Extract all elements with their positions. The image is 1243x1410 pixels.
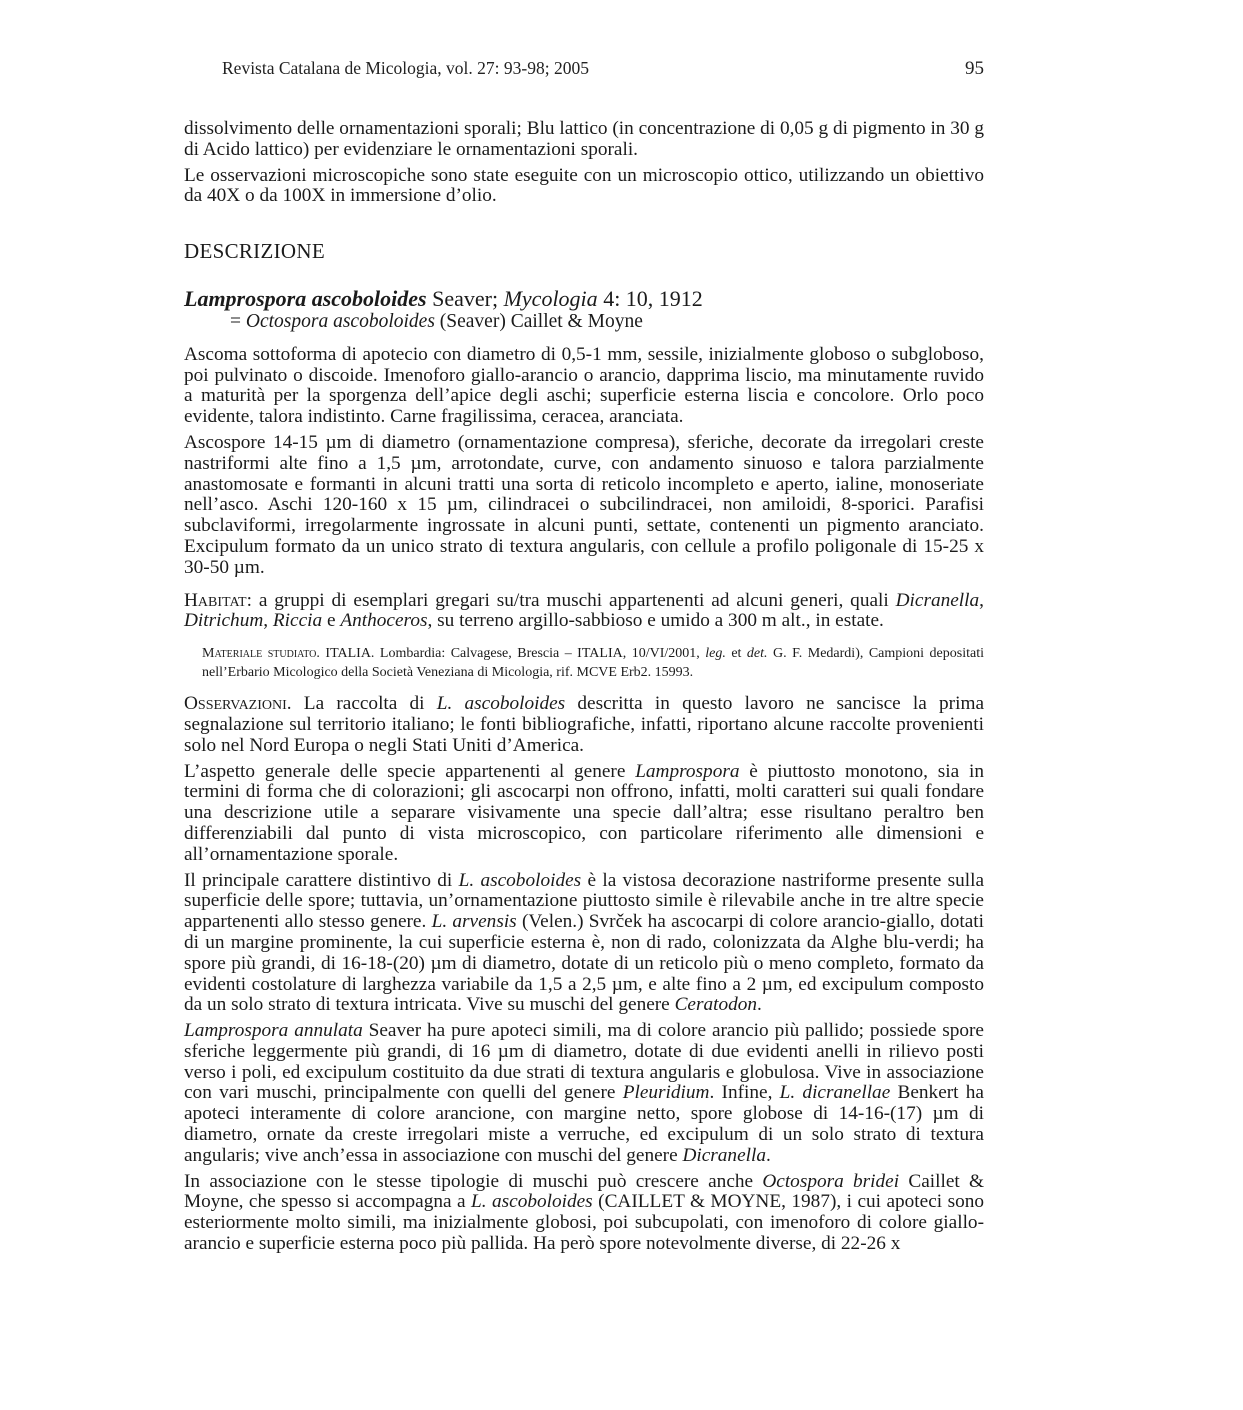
observations-text: è la vistosa decorazione nastriforme presente sulla superficie delle spore; tuttavia, un’ornamentazione piuttosto simile è rilevabile anche in tre altre specie appartenenti allo stesso genere. — [184, 869, 985, 933]
observations-label: Osservazioni — [184, 693, 287, 715]
materials-studied — [184, 644, 984, 682]
species-journal: Mycologia — [503, 285, 598, 311]
journal-citation: Revista Catalana de Micologia, vol. 27: 93-98; 2005 — [222, 58, 589, 78]
observations-text: . — [757, 994, 762, 1016]
materials-text: . ITALIA. Lombardia: Calvagese, Brescia – ITALIA, 10/VI/2001, — [316, 646, 706, 662]
species-name: L. dicranellae — [779, 1082, 891, 1104]
materials-et: et — [725, 646, 747, 662]
synonym-author: (Seaver) Caillet & Moyne — [434, 310, 643, 332]
observations-text: In associazione con le stesse tipologie di muschi può crescere anche — [184, 1170, 763, 1192]
species-name: L. ascoboloides — [436, 693, 566, 715]
observations-text: Benkert ha apoteci interamente di colore arancione, con margine netto, spore globose di 14-16-(17) µm di diametro, ornate da creste irregolari miste a verruche, ed excipulum di un solo strato di textura angularis; vive anch’essa in associazione con muschi del genere — [184, 1082, 984, 1166]
species-heading — [184, 286, 984, 312]
running-header — [222, 58, 984, 82]
page-number: 95 — [965, 58, 984, 79]
observations-paragraph-4 — [184, 1021, 984, 1167]
intro-paragraph-1: dissolvimento delle ornamentazioni sporali; Blu lattico (in concentrazione di 0,05 g di pigmento in 30 g di Acido lattico) per evidenziare le ornamentazioni sporali. — [184, 118, 985, 160]
habitat-sep: , — [979, 589, 984, 611]
habitat-label: Habitat — [184, 589, 247, 611]
materials-label: Materiale studiato — [202, 646, 317, 662]
genus-name: Ceratodon — [674, 994, 758, 1016]
observations-text: Seaver ha pure apoteci simili, ma di colore arancio più pallido; possiede spore sferiche leggermente più grandi, di 16 µm di diametro, dotate di due evidenti anelli in rilievo posti verso i poli, ed excipulum costituito da due strati di textura angularis e globulosa. Vive in associazione con vari muschi, principalmente con quelli del genere — [184, 1020, 984, 1104]
species-binomial: Lamprospora ascoboloides — [184, 285, 427, 311]
species-citation: 4: 10, 1912 — [597, 285, 703, 311]
species-synonym — [184, 312, 984, 333]
habitat-genus: Riccia — [272, 610, 323, 632]
observations-text: L’aspetto generale delle specie appartenenti al genere — [184, 760, 636, 782]
observations-text: . La raccolta di — [286, 693, 437, 715]
habitat-text: , su terreno argillo-sabbioso e umido a 300 m alt., in estate. — [427, 610, 884, 632]
habitat-text: : a gruppi di esemplari gregari su/tra muschi appartenenti ad alcuni generi, quali — [246, 589, 896, 611]
synonym-prefix: = — [230, 310, 246, 332]
habitat-genus: Anthoceros — [340, 610, 428, 632]
habitat-genus: Dicranella — [895, 589, 980, 611]
genus-name: Pleuridium — [622, 1082, 710, 1104]
description-ascospore: Ascospore 14-15 µm di diametro (ornamentazione compresa), sferiche, decorate da irregolari creste nastriformi alte fino a 1,5 µm, arrotondate, curve, con andamento sinuoso e talora parzialmente anastomosate e formanti in alcuni tratti una sorta di reticolo incompleto e aperto, ialine, monoseriate nell’asco. Aschi 120-160 x 15 µm, cilindracei o subcilindracei, non amiloidi, 8-sporici. Parafisi subclaviformi, irregolarmente ingrossate in alcuni punti, settate, contenenti un pigmento aranciato. Excipulum formato da un unico strato di textura angularis, con cellule a profilo poligonale di 15-25 x 30-50 µm. — [184, 431, 984, 578]
observations-text: . — [766, 1144, 771, 1166]
genus-name: Lamprospora — [635, 760, 740, 782]
materials-leg: leg. — [705, 646, 726, 662]
observations-paragraph-2 — [184, 762, 984, 866]
observations-paragraph-3 — [184, 871, 984, 1017]
species-name: Lamprospora annulata — [184, 1020, 363, 1042]
habitat-paragraph — [184, 591, 984, 633]
article-body — [184, 119, 984, 1255]
observations-text: Caillet & Moyne, che spesso si accompagna a — [184, 1170, 984, 1213]
materials-text: G. F. Medardi), Campioni depositati nell’Erbario Micologico della Società Veneziana di Micologia, rif. MCVE Erb2. 15993. — [202, 646, 984, 681]
observations-text: Il principale carattere distintivo di — [184, 869, 459, 891]
observations-text: . Infine, — [709, 1082, 780, 1104]
observations-text: (Velen.) Svrček ha ascocarpi di colore arancio-giallo, dotati di un margine prominente, la cui superficie esterna è, non di rado, colonizzata da Alghe blu-verdi; ha spore più grandi, di 16-18-(20) µm di diametro, dotate di un reticolo più o meno completo, formato da evidenti costolature di larghezza variabile da 1,5 a 2,5 µm, e alte fino a 2 µm, ed excipulum composto da un solo strato di textura intricata. Vive su muschi del genere — [184, 911, 984, 1016]
species-author: Seaver; — [426, 285, 504, 311]
observations-text: descritta in questo lavoro ne sancisce la prima segnalazione sul territorio italiano; le fonti bibliografiche, infatti, riportano alcune raccolte provenienti solo nel Nord Europa o negli Stati Uniti d’America. — [184, 693, 985, 756]
habitat-sep: , — [263, 610, 273, 632]
species-name: L. arvensis — [431, 911, 517, 933]
observations-paragraph-1 — [184, 694, 984, 756]
intro-paragraph-2: Le osservazioni microscopiche sono state eseguite con un microscopio ottico, utilizzando un obiettivo da 40X o da 100X in immersione d’olio. — [184, 164, 984, 207]
observations-text: (CAILLET & MOYNE, 1987), i cui apoteci sono esteriormente molto simili, ma inizialmente globosi, poi subcupolati, con imenoforo di colore giallo-arancio e superficie esterna poco più pallida. Ha però spore notevolmente diverse, di 22-26 x — [184, 1191, 985, 1255]
section-title: DESCRIZIONE — [184, 239, 325, 264]
observations-text: è piuttosto monotono, sia in termini di forma che di colorazioni; gli ascocarpi non offrono, infatti, molti caratteri sui quali fondare una descrizione utile a separare visivamente una specie dall’altra; esse risultano peraltro ben differenziabili dal punto di vista microscopico, con particolare riferimento alle dimensioni e all’ornamentazione sporale. — [184, 760, 984, 865]
species-name: Octospora bridei — [762, 1170, 900, 1192]
habitat-sep: e — [322, 610, 341, 632]
synonym-name: Octospora ascoboloides — [245, 310, 435, 332]
observations-paragraph-5 — [184, 1172, 984, 1255]
habitat-genus: Ditrichum — [184, 610, 264, 632]
species-name: L. ascoboloides — [471, 1191, 593, 1213]
species-name: L. ascoboloides — [458, 869, 582, 891]
description-ascoma: Ascoma sottoforma di apotecio con diametro di 0,5-1 mm, sessile, inizialmente globoso o subgloboso, poi pulvinato o discoide. Imenoforo giallo-arancio o arancio, dapprima liscio, ma minutamente ruvido a maturità per la sporgenza dell’apice degli aschi; superficie esterna liscia e concolore. Orlo poco evidente, talora indistinto. Carne fragilissima, ceracea, aranciata. — [184, 343, 984, 428]
genus-name: Dicranella — [682, 1144, 766, 1166]
materials-det: det. — [746, 646, 768, 662]
